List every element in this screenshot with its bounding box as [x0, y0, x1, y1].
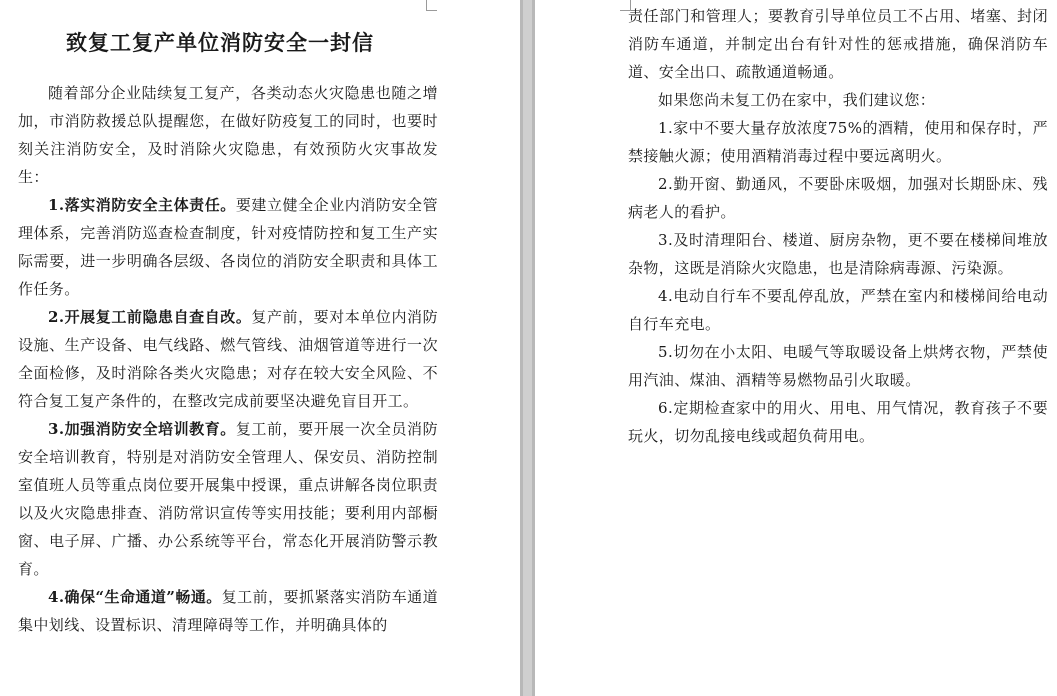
section-body: 要建立健全企业内消防安全管理体系，完善消防巡查检查制度，针对疫情防控和复工生产实际需要，进一步明确各层级、各岗位的消防安全职责和具体工作任务。 — [18, 196, 438, 298]
page-right — [535, 0, 1057, 696]
section-heading: 4.确保“生命通道”畅通。 — [48, 588, 222, 606]
section-heading: 2.开展复工前隐患自查自改。 — [48, 308, 252, 326]
section-body: 复工前，要抓紧落实消防车通道集中划线、设置标识、清理障碍等工作，并明确具体的 — [18, 588, 438, 634]
home-tip: 4.电动自行车不要乱停乱放，严禁在室内和楼梯间给电动自行车充电。 — [628, 287, 1048, 333]
title-spacing — [18, 60, 438, 79]
document-title: 致复工复产单位消防安全一封信 — [66, 30, 374, 55]
section-body: 复产前，要对本单位内消防设施、生产设备、电气线路、燃气管线、油烟管道等进行一次全面检修，及时消除各类火灾隐患；对存在较大安全风险、不符合复工复产条件的，在整改完成前要坚决避免盲目开工。 — [18, 308, 438, 410]
page-shadow — [520, 0, 523, 696]
section-paragraph — [18, 303, 438, 415]
intro-paragraph: 随着部分企业陆续复工复产，各类动态火灾隐患也随之增加，市消防救援总队提醒您，在做好防疫复工的同时，也要时刻关注消防安全，及时消除火灾隐患，有效预防火灾事故发生： — [18, 84, 438, 186]
home-tip: 5.切勿在小太阳、电暖气等取暖设备上烘烤衣物，严禁使用汽油、煤油、酒精等易燃物品引火取暖。 — [628, 343, 1048, 389]
page-left-content — [18, 26, 438, 639]
section-paragraph — [18, 191, 438, 303]
section-paragraph — [18, 583, 438, 639]
continuation-paragraph: 责任部门和管理人；要教育引导单位员工不占用、堵塞、封闭消防车通道，并制定出台有针对性的惩戒措施，确保消防车道、安全出口、疏散通道畅通。 — [628, 7, 1048, 81]
home-tip: 6.定期检查家中的用火、用电、用气情况，教育孩子不要玩火，切勿乱接电线或超负荷用电。 — [628, 399, 1048, 445]
home-tip: 3.及时清理阳台、楼道、厨房杂物，更不要在楼梯间堆放杂物，这既是消除火灾隐患，也是清除病毒源、污染源。 — [628, 231, 1048, 277]
section-body: 复工前，要开展一次全员消防安全培训教育，特别是对消防安全管理人、保安员、消防控制室值班人员等重点岗位要开展集中授课，重点讲解各岗位职责以及火灾隐患排查、消防常识宣传等实用技能；要利用内部橱窗、电子屏、广播、办公系统等平台，常态化开展消防警示教育。 — [18, 420, 438, 578]
margin-mark — [620, 0, 631, 11]
section-paragraph — [18, 415, 438, 583]
home-tip: 2.勤开窗、勤通风，不要卧床吸烟，加强对长期卧床、残病老人的看护。 — [628, 175, 1048, 221]
home-tip: 1.家中不要大量存放浓度75%的酒精，使用和保存时，严禁接触火源；使用酒精消毒过程中要远离明火。 — [628, 119, 1048, 165]
section-heading: 3.加强消防安全培训教育。 — [48, 420, 236, 438]
margin-mark — [426, 0, 437, 11]
section-heading: 1.落实消防安全主体责任。 — [48, 196, 236, 214]
page-left — [0, 0, 520, 696]
home-intro-paragraph: 如果您尚未复工仍在家中，我们建议您： — [658, 91, 936, 109]
page-right-content — [628, 2, 1048, 450]
